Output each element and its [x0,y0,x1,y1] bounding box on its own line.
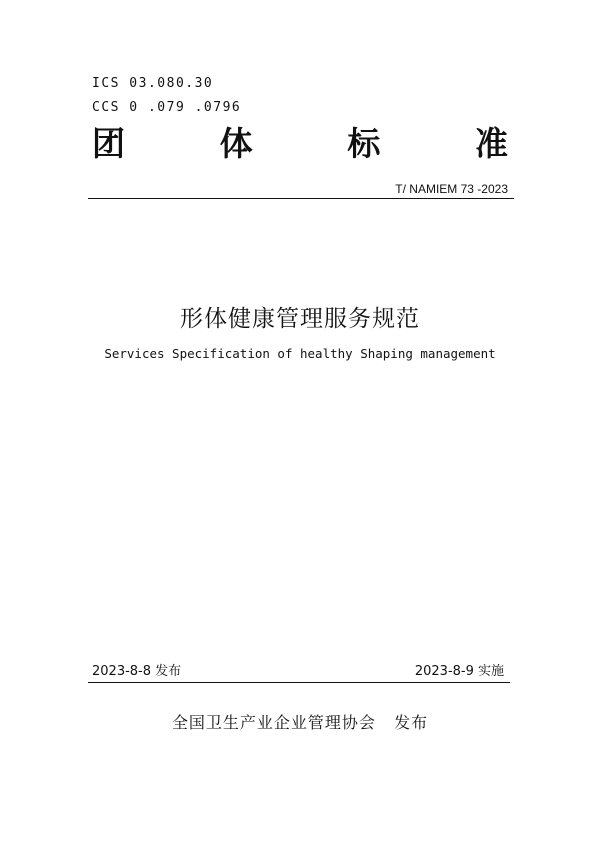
document-title-english: Services Specification of healthy Shaping management [104,346,496,361]
implement-date: 2023-8-9 实施 [414,664,504,679]
standard-type-char-1: 团 [92,124,125,163]
standard-type-char-2: 体 [219,124,253,163]
publish-date: 2023-8-8 发布 [92,664,182,679]
top-divider [88,198,514,199]
standard-number: T/ NAMIEM 73 -2023 [395,182,508,196]
ics-code: ICS 03.080.30 [92,76,214,91]
standard-type-heading [92,124,508,164]
document-title-chinese: 形体健康管理服务规范 [180,306,420,332]
ccs-code: CCS 0 .079 .0796 [92,100,242,115]
publisher-line: 全国卫生产业企业管理协会 发布 [171,713,429,732]
bottom-divider [88,682,510,683]
standard-type-char-4: 准 [474,124,508,163]
standard-type-char-3: 标 [347,124,381,163]
